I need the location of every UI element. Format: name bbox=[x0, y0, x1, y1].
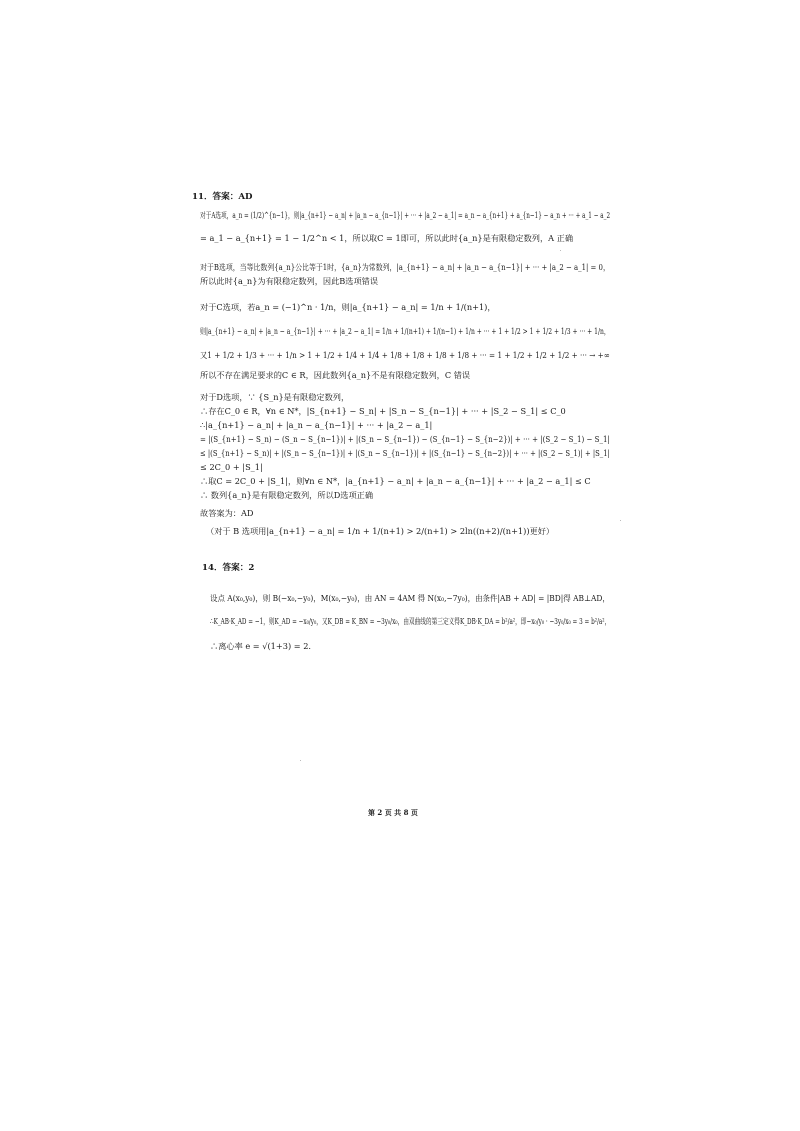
scan-speck bbox=[300, 760, 301, 761]
q11-line: ≤ 2C_0 + |S_1| bbox=[200, 462, 263, 472]
q11-line: = a_1 − a_{n+1} = 1 − 1/2^n < 1，所以取C = 1即可，所以此时{a_n}是有限稳定数列，A 正确 bbox=[200, 233, 574, 243]
q11-line: 对于A选项，a_n = (1/2)^{n−1}，则|a_{n+1} − a_n| + |a_n − a_{n−1}| + ··· + |a_2 − a_1| = a_n − a_{n+1} + a_{n−1} − a_n + ··· + a_1 − a_2 bbox=[200, 210, 611, 220]
q11-line: （对于 B 选项用|a_{n+1} − a_n| = 1/n + 1/(n+1) > 2/(n+1) > 2ln((n+2)/(n+1))更好） bbox=[206, 526, 555, 536]
q11-heading: 11．答案：AD bbox=[192, 192, 253, 202]
q14-line: 设点 A(x₀,y₀)，则 B(−x₀,−y₀)，M(x₀,−y₀)，由 AN = 4AM 得 N(x₀,−7y₀)，由条件|AB + AD| = |BD|得 AB⊥AD， bbox=[210, 593, 610, 603]
q11-line: 对于B选项，当等比数列{a_n}公比等于1时，{a_n}为常数列，|a_{n+1} − a_n| + |a_n − a_{n−1}| + ··· + |a_2 − a_1| = 0， bbox=[200, 262, 610, 272]
q11-line: 对于C选项，若a_n = (−1)^n · 1/n，则|a_{n+1} − a_n| = 1/n + 1/(n+1)， bbox=[200, 302, 496, 312]
q14-line: ∴离心率 e = √(1+3) = 2. bbox=[210, 641, 312, 651]
page-number-footer: 第 2 页 共 8 页 bbox=[368, 808, 418, 817]
q11-line: 故答案为：AD bbox=[200, 508, 254, 518]
question-14-solution bbox=[192, 563, 612, 663]
q11-line: = |(S_{n+1} − S_n) − (S_n − S_{n−1})| + |(S_n − S_{n−1}) − (S_{n−1} − S_{n−2})| + ··· + |(S_2 − S_1) − S_1| bbox=[200, 434, 610, 444]
q11-line: ∴ 数列{a_n}是有限稳定数列，所以D选项正确 bbox=[200, 490, 374, 500]
q11-line: ≤ |(S_{n+1} − S_n)| + |(S_n − S_{n−1})| + |(S_n − S_{n−1})| + |(S_{n−1} − S_{n−2})| + ··· + |(S_2 − S_1)| + |S_1| bbox=[200, 448, 610, 458]
q11-line: 对于D选项，∵ {S_n}是有限稳定数列， bbox=[200, 392, 350, 402]
q11-line: ∴取C = 2C_0 + |S_1|，则∀n ∈ N*，|a_{n+1} − a_n| + |a_n − a_{n−1}| + ··· + |a_2 − a_1| ≤ C bbox=[200, 476, 591, 486]
q14-heading: 14．答案：2 bbox=[202, 563, 255, 573]
q11-line: 所以不存在满足要求的C ∈ R，因此数列{a_n}不是有限稳定数列，C 错误 bbox=[200, 370, 471, 380]
q11-line: 则|a_{n+1} − a_n| + |a_n − a_{n−1}| + ··· + |a_2 − a_1| = 1/n + 1/(n+1) + 1/(n−1) + 1/n + ··· + 1 + 1/2 > 1 + 1/2 + 1/3 + ··· + 1/n， bbox=[200, 326, 610, 336]
question-11-solution bbox=[192, 192, 612, 537]
q14-line: ∴K_AB·K_AD = −1，则K_AD = −x₀/y₀，又K_DB = K_BN = −3y₀/x₀，由双曲线的第三定义得K_DB·K_DA = b²/a²，即−x₀/y₀ · −3y₀/x₀ = 3 = b²/a²， bbox=[210, 616, 611, 626]
q11-line: ∴存在C_0 ∈ R，∀n ∈ N*，|S_{n+1} − S_n| + |S_n − S_{n−1}| + ··· + |S_2 − S_1| ≤ C_0 bbox=[200, 406, 566, 416]
q11-line: ∴|a_{n+1} − a_n| + |a_n − a_{n−1}| + ··· + |a_2 − a_1| bbox=[200, 420, 433, 430]
q11-line: 所以此时{a_n}为有限稳定数列，因此B选项错误 bbox=[200, 276, 379, 286]
scan-speck bbox=[560, 250, 561, 251]
q11-line: 又1 + 1/2 + 1/3 + ··· + 1/n > 1 + 1/2 + 1/4 + 1/4 + 1/8 + 1/8 + 1/8 + 1/8 + ··· = 1 + 1/2 + 1/2 + 1/2 + ··· → +∞ bbox=[200, 350, 610, 360]
scan-speck bbox=[620, 520, 621, 521]
